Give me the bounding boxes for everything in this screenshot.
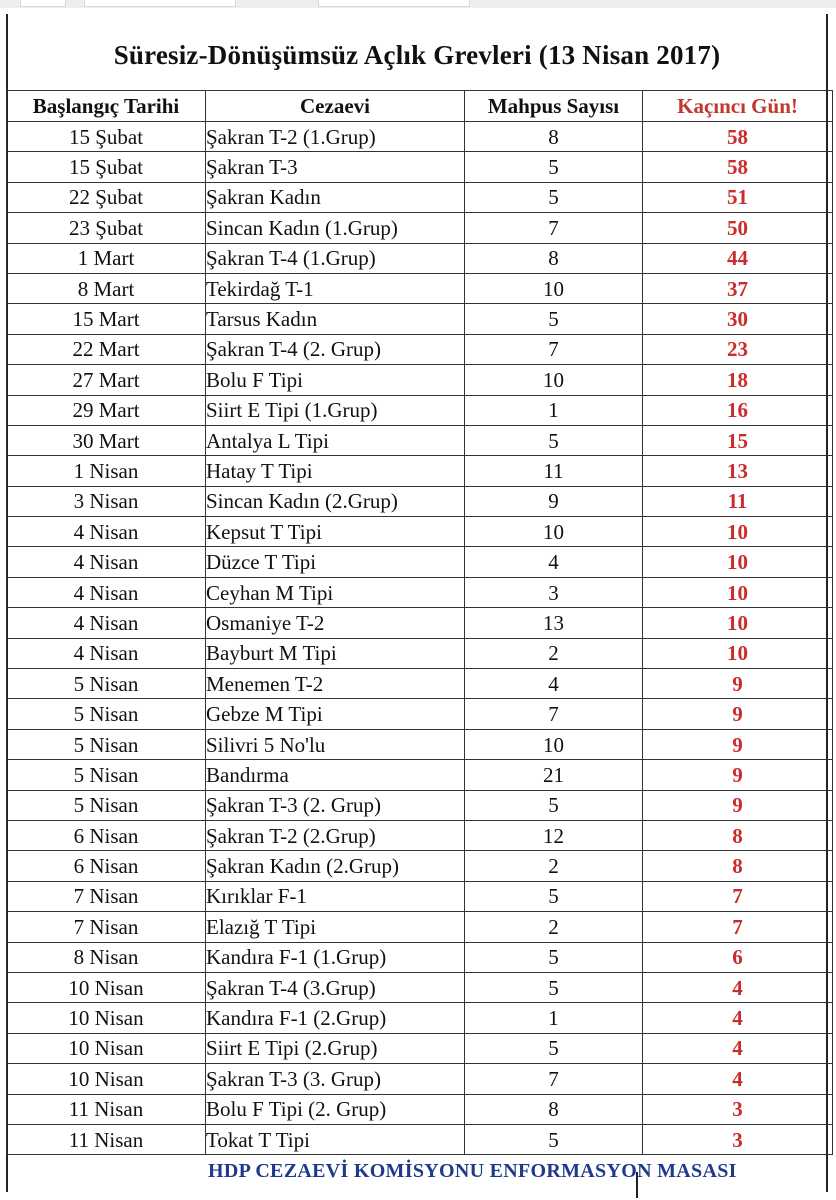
day-count-cell: 7	[643, 881, 833, 911]
table-row	[7, 273, 833, 303]
start-date-cell: 8 Mart	[7, 273, 206, 303]
table-row	[7, 881, 833, 911]
prison-cell: Düzce T Tipi	[206, 547, 465, 577]
prisoner-count-cell: 7	[465, 699, 643, 729]
day-count-cell: 8	[643, 851, 833, 881]
prisoner-count-cell: 5	[465, 152, 643, 182]
table-row	[7, 547, 833, 577]
prison-cell: Kandıra F-1 (1.Grup)	[206, 942, 465, 972]
page-title: Süresiz-Dönüşümsüz Açlık Grevleri (13 Nisan 2017)	[113, 40, 721, 70]
prison-cell: Silivri 5 No'lu	[206, 729, 465, 759]
table-row	[7, 912, 833, 942]
start-date-cell: 4 Nisan	[7, 517, 206, 547]
prison-cell: Tekirdağ T-1	[206, 273, 465, 303]
day-count-cell: 7	[643, 912, 833, 942]
day-count-cell: 9	[643, 699, 833, 729]
prisoner-count-cell: 13	[465, 608, 643, 638]
day-count-cell: 58	[643, 122, 833, 152]
start-date-cell: 4 Nisan	[7, 608, 206, 638]
start-date-cell: 15 Şubat	[7, 122, 206, 152]
start-date-cell: 22 Mart	[7, 334, 206, 364]
start-date-cell: 5 Nisan	[7, 729, 206, 759]
table-row	[7, 1124, 833, 1154]
prisoner-count-cell: 7	[465, 1064, 643, 1094]
header-prisoner-count: Mahpus Sayısı	[465, 91, 643, 122]
prisoner-count-cell: 7	[465, 334, 643, 364]
prisoner-count-cell: 11	[465, 456, 643, 486]
top-tab-marker	[318, 0, 470, 7]
table-row	[7, 699, 833, 729]
prisoner-count-cell: 5	[465, 942, 643, 972]
start-date-cell: 22 Şubat	[7, 182, 206, 212]
prison-cell: Kepsut T Tipi	[206, 517, 465, 547]
prisoner-count-cell: 5	[465, 425, 643, 455]
start-date-cell: 1 Nisan	[7, 456, 206, 486]
day-count-cell: 8	[643, 820, 833, 850]
start-date-cell: 7 Nisan	[7, 912, 206, 942]
prisoner-count-cell: 7	[465, 213, 643, 243]
day-count-cell: 37	[643, 273, 833, 303]
table-row	[7, 851, 833, 881]
table-row	[7, 972, 833, 1002]
prison-cell: Bolu F Tipi (2. Grup)	[206, 1094, 465, 1124]
day-count-cell: 4	[643, 972, 833, 1002]
prisoner-count-cell: 5	[465, 1124, 643, 1154]
day-count-cell: 9	[643, 729, 833, 759]
start-date-cell: 5 Nisan	[7, 669, 206, 699]
table-row	[7, 243, 833, 273]
day-count-cell: 10	[643, 638, 833, 668]
day-count-cell: 15	[643, 425, 833, 455]
day-count-cell: 9	[643, 760, 833, 790]
footer-credit: HDP CEZAEVİ KOMİSYONU ENFORMASYON MASASI	[208, 1160, 737, 1182]
table-row	[7, 517, 833, 547]
prisoner-count-cell: 21	[465, 760, 643, 790]
day-count-cell: 10	[643, 517, 833, 547]
prisoner-count-cell: 2	[465, 638, 643, 668]
table-row	[7, 425, 833, 455]
table-row	[7, 729, 833, 759]
prisoner-count-cell: 10	[465, 273, 643, 303]
prison-cell: Gebze M Tipi	[206, 699, 465, 729]
prisoner-count-cell: 10	[465, 517, 643, 547]
day-count-cell: 10	[643, 608, 833, 638]
day-count-cell: 3	[643, 1094, 833, 1124]
table-row	[7, 790, 833, 820]
day-count-cell: 58	[643, 152, 833, 182]
start-date-cell: 4 Nisan	[7, 638, 206, 668]
day-count-cell: 50	[643, 213, 833, 243]
table-row	[7, 1064, 833, 1094]
day-count-cell: 10	[643, 577, 833, 607]
table-row	[7, 213, 833, 243]
prison-cell: Şakran T-4 (3.Grup)	[206, 972, 465, 1002]
start-date-cell: 10 Nisan	[7, 1064, 206, 1094]
header-prison: Cezaevi	[206, 91, 465, 122]
day-count-cell: 4	[643, 1003, 833, 1033]
table-body	[7, 122, 833, 1155]
prisoner-count-cell: 5	[465, 972, 643, 1002]
table-row	[7, 820, 833, 850]
hunger-strike-table	[6, 90, 833, 1155]
day-count-cell: 3	[643, 1124, 833, 1154]
day-count-cell: 9	[643, 669, 833, 699]
start-date-cell: 1 Mart	[7, 243, 206, 273]
table-row	[7, 486, 833, 516]
day-count-cell: 13	[643, 456, 833, 486]
prisoner-count-cell: 8	[465, 243, 643, 273]
start-date-cell: 10 Nisan	[7, 972, 206, 1002]
prisoner-count-cell: 1	[465, 395, 643, 425]
start-date-cell: 30 Mart	[7, 425, 206, 455]
prisoner-count-cell: 9	[465, 486, 643, 516]
day-count-cell: 30	[643, 304, 833, 334]
prisoner-count-cell: 10	[465, 365, 643, 395]
prisoner-count-cell: 3	[465, 577, 643, 607]
table-row	[7, 1003, 833, 1033]
prison-cell: Şakran T-4 (1.Grup)	[206, 243, 465, 273]
start-date-cell: 3 Nisan	[7, 486, 206, 516]
table-row	[7, 395, 833, 425]
prison-cell: Osmaniye T-2	[206, 608, 465, 638]
prison-cell: Bayburt M Tipi	[206, 638, 465, 668]
start-date-cell: 5 Nisan	[7, 760, 206, 790]
prison-cell: Sincan Kadın (2.Grup)	[206, 486, 465, 516]
start-date-cell: 5 Nisan	[7, 699, 206, 729]
prison-cell: Tokat T Tipi	[206, 1124, 465, 1154]
prison-cell: Hatay T Tipi	[206, 456, 465, 486]
prison-cell: Şakran T-4 (2. Grup)	[206, 334, 465, 364]
table-row	[7, 608, 833, 638]
prisoner-count-cell: 1	[465, 1003, 643, 1033]
prison-cell: Sincan Kadın (1.Grup)	[206, 213, 465, 243]
day-count-cell: 23	[643, 334, 833, 364]
day-count-cell: 16	[643, 395, 833, 425]
prisoner-count-cell: 5	[465, 1033, 643, 1063]
prison-cell: Siirt E Tipi (1.Grup)	[206, 395, 465, 425]
table-row	[7, 577, 833, 607]
prisoner-count-cell: 5	[465, 881, 643, 911]
prisoner-count-cell: 12	[465, 820, 643, 850]
table-row	[7, 638, 833, 668]
table-row	[7, 334, 833, 364]
start-date-cell: 8 Nisan	[7, 942, 206, 972]
table-header-row	[7, 91, 833, 122]
start-date-cell: 10 Nisan	[7, 1033, 206, 1063]
start-date-cell: 7 Nisan	[7, 881, 206, 911]
day-count-cell: 18	[643, 365, 833, 395]
day-count-cell: 4	[643, 1033, 833, 1063]
start-date-cell: 6 Nisan	[7, 851, 206, 881]
prison-cell: Elazığ T Tipi	[206, 912, 465, 942]
start-date-cell: 4 Nisan	[7, 577, 206, 607]
prison-cell: Şakran T-2 (1.Grup)	[206, 122, 465, 152]
top-tab-marker	[20, 0, 66, 7]
prison-cell: Şakran T-3 (2. Grup)	[206, 790, 465, 820]
day-count-cell: 10	[643, 547, 833, 577]
table-row	[7, 304, 833, 334]
prison-cell: Menemen T-2	[206, 669, 465, 699]
table-row	[7, 456, 833, 486]
prison-cell: Antalya L Tipi	[206, 425, 465, 455]
prisoner-count-cell: 5	[465, 790, 643, 820]
start-date-cell: 15 Şubat	[7, 152, 206, 182]
prisoner-count-cell: 2	[465, 851, 643, 881]
table-row	[7, 365, 833, 395]
prison-cell: Şakran Kadın	[206, 182, 465, 212]
start-date-cell: 10 Nisan	[7, 1003, 206, 1033]
prison-cell: Kandıra F-1 (2.Grup)	[206, 1003, 465, 1033]
day-count-cell: 44	[643, 243, 833, 273]
top-tab-marker	[84, 0, 236, 7]
prisoner-count-cell: 8	[465, 122, 643, 152]
table-row	[7, 760, 833, 790]
start-date-cell: 15 Mart	[7, 304, 206, 334]
day-count-cell: 9	[643, 790, 833, 820]
prisoner-count-cell: 4	[465, 547, 643, 577]
table-row	[7, 942, 833, 972]
header-day: Kaçıncı Gün!	[643, 91, 833, 122]
day-count-cell: 51	[643, 182, 833, 212]
prison-cell: Bandırma	[206, 760, 465, 790]
prison-cell: Tarsus Kadın	[206, 304, 465, 334]
prison-cell: Şakran T-3 (3. Grup)	[206, 1064, 465, 1094]
prison-cell: Şakran T-3	[206, 152, 465, 182]
table-row	[7, 1033, 833, 1063]
start-date-cell: 11 Nisan	[7, 1124, 206, 1154]
start-date-cell: 6 Nisan	[7, 820, 206, 850]
prison-cell: Ceyhan M Tipi	[206, 577, 465, 607]
prisoner-count-cell: 2	[465, 912, 643, 942]
table-row	[7, 669, 833, 699]
header-start-date: Başlangıç Tarihi	[7, 91, 206, 122]
day-count-cell: 6	[643, 942, 833, 972]
start-date-cell: 27 Mart	[7, 365, 206, 395]
table-row	[7, 1094, 833, 1124]
table-row	[7, 122, 833, 152]
start-date-cell: 11 Nisan	[7, 1094, 206, 1124]
prisoner-count-cell: 8	[465, 1094, 643, 1124]
prisoner-count-cell: 5	[465, 304, 643, 334]
start-date-cell: 5 Nisan	[7, 790, 206, 820]
start-date-cell: 29 Mart	[7, 395, 206, 425]
table-row	[7, 152, 833, 182]
top-strip	[0, 0, 836, 8]
prisoner-count-cell: 4	[465, 669, 643, 699]
day-count-cell: 4	[643, 1064, 833, 1094]
prisoner-count-cell: 10	[465, 729, 643, 759]
start-date-cell: 23 Şubat	[7, 213, 206, 243]
prison-cell: Bolu F Tipi	[206, 365, 465, 395]
table-row	[7, 182, 833, 212]
day-count-cell: 11	[643, 486, 833, 516]
prison-cell: Şakran T-2 (2.Grup)	[206, 820, 465, 850]
prisoner-count-cell: 5	[465, 182, 643, 212]
prison-cell: Şakran Kadın (2.Grup)	[206, 851, 465, 881]
start-date-cell: 4 Nisan	[7, 547, 206, 577]
prison-cell: Siirt E Tipi (2.Grup)	[206, 1033, 465, 1063]
prison-cell: Kırıklar F-1	[206, 881, 465, 911]
